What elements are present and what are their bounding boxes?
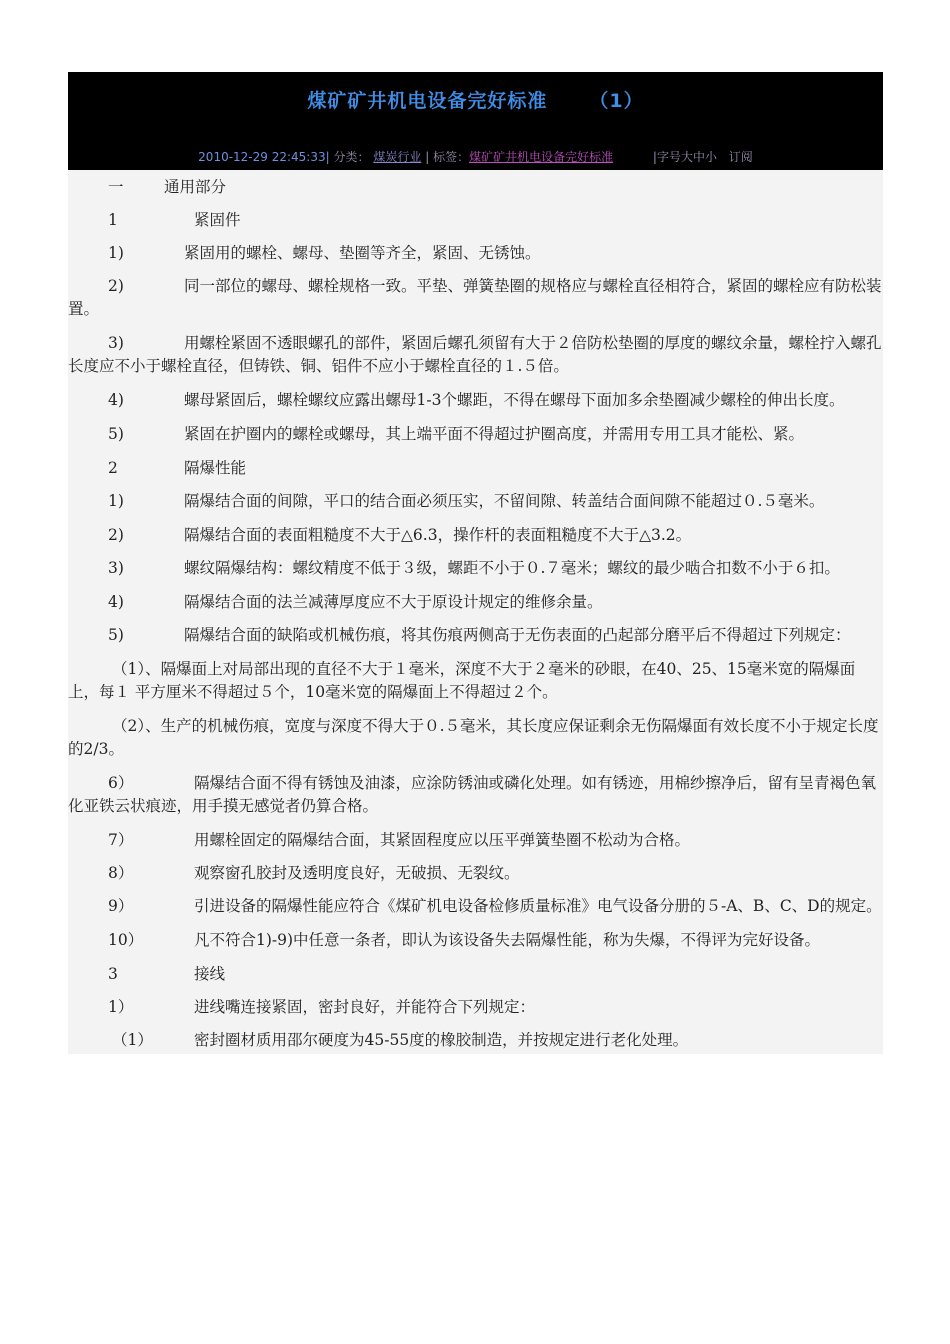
subscribe-link[interactable]: 订阅 <box>728 150 753 164</box>
post-date: 2010-12-29 22:45:33| <box>198 150 330 164</box>
paragraph: 2) 同一部位的螺母、螺栓规格一致。平垫、弹簧垫圈的规格应与螺栓直径相符合，紧固的螺栓应有防松装置。 <box>68 277 882 318</box>
paragraph: 1 紧固件 <box>108 211 241 229</box>
paragraph: 7） 用螺栓固定的隔爆结合面，其紧固程度应以压平弹簧垫圈不松动为合格。 <box>108 831 691 849</box>
paragraph: 6） 隔爆结合面不得有锈蚀及油漆，应涂防锈油或磷化处理。如有锈迹，用棉纱擦净后，留有呈青褐色氧化亚铁云状痕迹，用手摸无感觉者仍算合格。 <box>68 774 877 815</box>
paragraph: 1) 隔爆结合面的间隙，平口的结合面必须压实，不留间隙、转盖结合面间隙不能超过０.５毫米。 <box>108 492 825 510</box>
title-text: 煤矿矿井机电设备完好标准 <box>307 90 548 112</box>
paragraph: 3) 用螺栓紧固不透眼螺孔的部件，紧固后螺孔须留有大于２倍防松垫圈的厚度的螺纹余量，螺栓拧入螺孔长度应不小于螺栓直径，但铸铁、铜、铝件不应小于螺栓直径的１.５倍。 <box>68 334 882 375</box>
category-label: 分类： <box>333 150 370 164</box>
title-number: （1） <box>589 90 644 112</box>
paragraph: 8） 观察窗孔胶封及透明度良好，无破损、无裂纹。 <box>108 864 520 882</box>
paragraph: 2 隔爆性能 <box>108 459 247 477</box>
paragraph: 4) 隔爆结合面的法兰减薄厚度应不大于原设计规定的维修余量。 <box>108 593 603 611</box>
paragraph: 1) 紧固用的螺栓、螺母、垫圈等齐全，紧固、无锈蚀。 <box>108 244 541 262</box>
document-page <box>68 72 883 1054</box>
meta-separator: | <box>425 150 430 164</box>
tag-link[interactable]: 煤矿矿井机电设备完好标准 <box>469 150 614 164</box>
paragraph: 3 接线 <box>108 965 226 983</box>
paragraph: 2) 隔爆结合面的表面粗糙度不大于△6.3，操作杆的表面粗糙度不大于△3.2。 <box>108 526 692 544</box>
tag-label: 标签： <box>433 150 470 164</box>
paragraph: 一 通用部分 <box>108 178 227 196</box>
paragraph: 10） 凡不符合1)-9)中任意一条者，即认为该设备失去隔爆性能，称为失爆，不得评为完好设备。 <box>108 931 821 949</box>
paragraph: 9） 引进设备的隔爆性能应符合《煤矿机电设备检修质量标准》电气设备分册的５-A、B、C、D的规定。 <box>108 897 882 915</box>
article-body <box>68 170 883 1054</box>
paragraph: 3) 螺纹隔爆结构：螺纹精度不低于３级，螺距不小于０.７毫米；螺纹的最少啮合扣数不小于６扣。 <box>108 559 840 577</box>
category-link[interactable]: 煤炭行业 <box>373 150 422 164</box>
article-header <box>68 72 883 170</box>
paragraph: 1） 进线嘴连接紧固，密封良好，并能符合下列规定： <box>108 998 536 1016</box>
article-meta <box>68 148 883 165</box>
paragraph: （2）、生产的机械伤痕，宽度与深度不得大于０.５毫米，其长度应保证剩余无伤隔爆面有效长度不小于规定长度的2/3。 <box>68 717 879 758</box>
paragraph: 5) 隔爆结合面的缺陷或机械伤痕，将其伤痕两侧高于无伤表面的凸起部分磨平后不得超过下列规定： <box>108 626 851 644</box>
paragraph: （1）、隔爆面上对局部出现的直径不大于１毫米，深度不大于２毫米的砂眼，在40、25、15毫米宽的隔爆面上，每１ 平方厘米不得超过５个，10毫米宽的隔爆面上不得超过２个。 <box>68 660 856 701</box>
article-title <box>68 86 883 113</box>
paragraph: 5) 紧固在护圈内的螺栓或螺母，其上端平面不得超过护圈高度，并需用专用工具才能松、紧。 <box>108 425 805 443</box>
paragraph: 4) 螺母紧固后，螺栓螺纹应露出螺母1-3个螺距，不得在螺母下面加多余垫圈减少螺栓的伸出长度。 <box>108 391 845 409</box>
font-size-control[interactable]: |字号大中小 <box>652 150 717 164</box>
paragraph: （1） 密封圈材质用邵尔硬度为45-55度的橡胶制造，并按规定进行老化处理。 <box>112 1031 689 1049</box>
